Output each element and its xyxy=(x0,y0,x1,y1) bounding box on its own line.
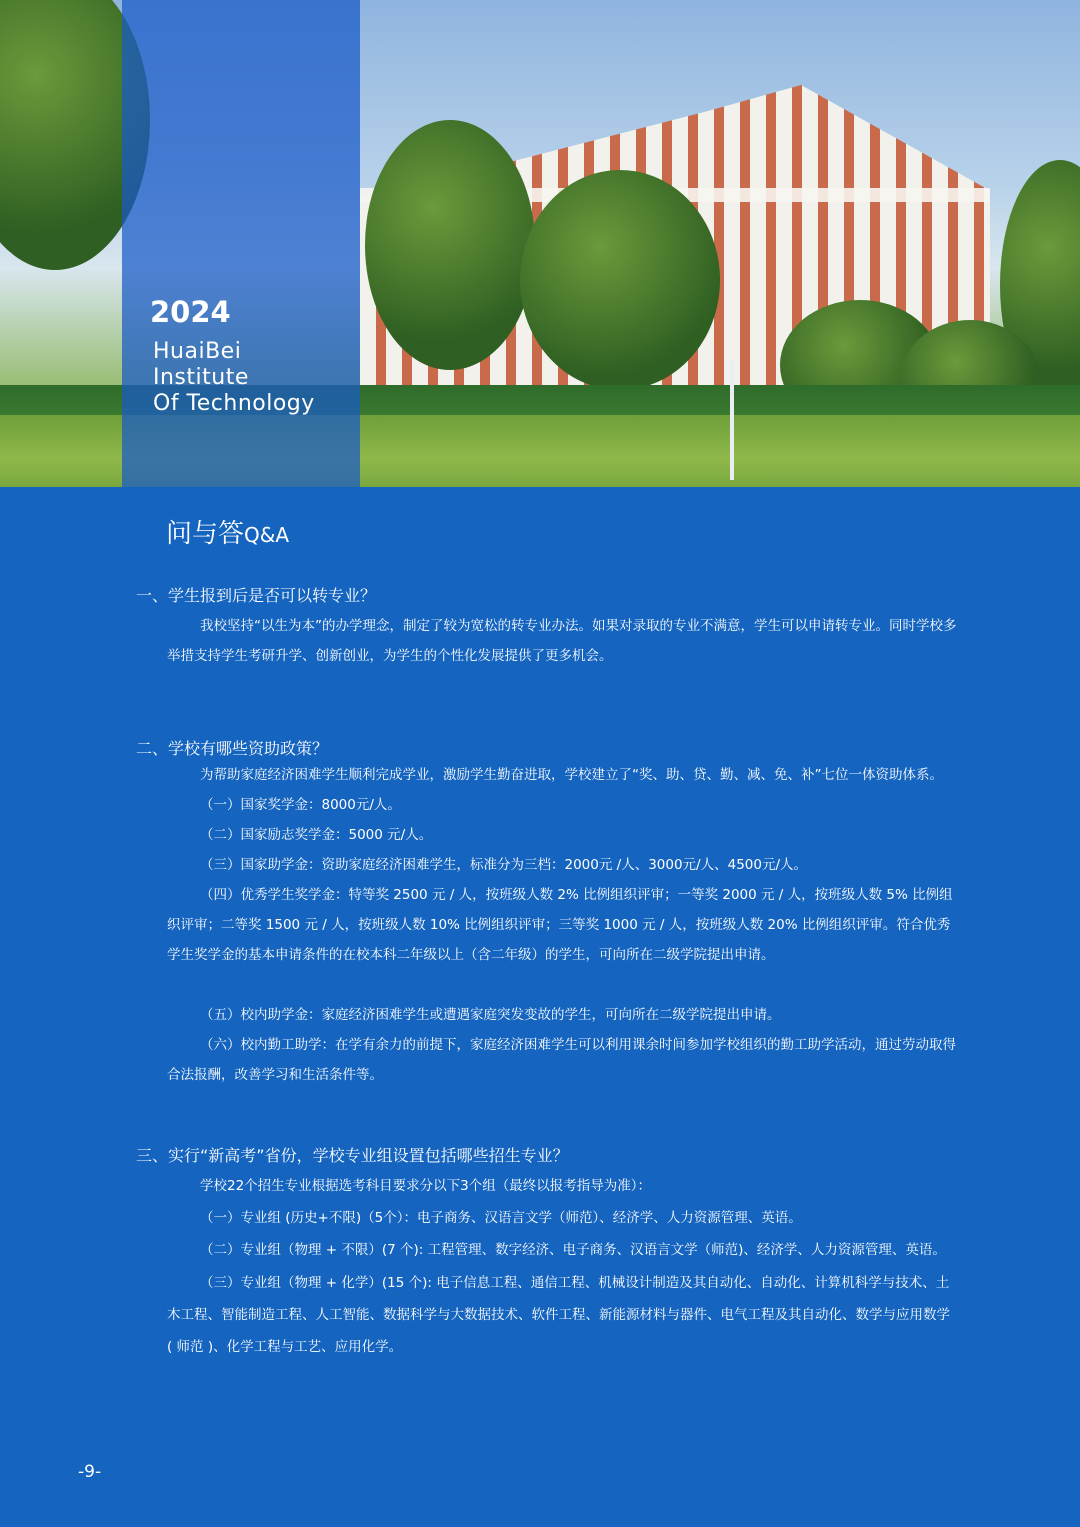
school-name-line-1: HuaiBei xyxy=(153,339,242,364)
page-number: -9- xyxy=(78,1462,102,1482)
school-name-line-2: Institute xyxy=(153,365,249,390)
answer-2-paragraph-5: （四）优秀学生奖学金：特等奖 2500 元 / 人，按班级人数 2% 比例组织评审；一等奖 2000 元 / 人，按班级人数 5% 比例组织评审；二等奖 1500 元 / 人，按班级人数 10% 比例组织评审；三等奖 1000 元 / 人，按班级人数 20% 比例组织评审。符合优秀学生奖学金的基本申请条件的在校本科二年级以上（含二年级）的学生，可向所在二级学院提出申请。 xyxy=(167,887,953,963)
answer-2-paragraph-1: 为帮助家庭经济困难学生顺利完成学业，激励学生勤奋进取，学校建立了“奖、助、贷、勤、减、免、补”七位一体资助体系。 xyxy=(200,767,943,783)
qa-heading-zh: 问与答 xyxy=(166,519,245,549)
qa-heading xyxy=(166,513,289,550)
answer-2-paragraph-6: （五）校内助学金：家庭经济困难学生或遭遇家庭突发变故的学生，可向所在二级学院提出申请。 xyxy=(200,1007,781,1023)
tree-center-2 xyxy=(520,170,720,390)
answer-2-paragraph-3: （二）国家励志奖学金：5000 元/人。 xyxy=(200,827,433,843)
school-name-panel xyxy=(122,0,360,487)
school-name-line-3: Of Technology xyxy=(153,391,315,416)
question-3: 三、实行“新高考”省份，学校专业组设置包括哪些招生专业？ xyxy=(136,1146,569,1165)
answer-2-paragraph-2: （一）国家奖学金：8000元/人。 xyxy=(200,797,401,813)
answer-3-paragraph-3: （二）专业组（物理 + 不限）(7 个): 工程管理、数字经济、电子商务、汉语言文学（师范)、经济学、人力资源管理、英语。 xyxy=(200,1242,946,1258)
answer-3-paragraph-4: （三）专业组（物理 + 化学）(15 个): 电子信息工程、通信工程、机械设计制造及其自动化、自动化、计算机科学与技术、土木工程、智能制造工程、人工智能、数据科学与大数据技术、软件工程、新能源材料与器件、电气工程及其自动化、数学与应用数学 ( 师范 )、化学工程与工艺、应用化学。 xyxy=(167,1275,950,1355)
answer-3-paragraph-2: （一）专业组 (历史+不限)（5个）：电子商务、汉语言文学（师范）、经济学、人力资源管理、英语。 xyxy=(200,1210,802,1226)
lamp-pole xyxy=(730,360,734,480)
school-name xyxy=(153,339,315,417)
answer-3-paragraph-1: 学校22个招生专业根据选考科目要求分以下3个组（最终以报考指导为准）： xyxy=(200,1178,652,1194)
tree-center xyxy=(365,120,535,370)
answer-2-paragraph-4: （三）国家助学金：资助家庭经济困难学生，标准分为三档：2000元 /人、3000元/人、4500元/人。 xyxy=(200,857,808,873)
question-2: 二、学校有哪些资助政策？ xyxy=(136,739,329,758)
answer-2-paragraph-7: （六）校内勤工助学：在学有余力的前提下，家庭经济困难学生可以利用课余时间参加学校组织的勤工助学活动，通过劳动取得合法报酬，改善学习和生活条件等。 xyxy=(167,1037,956,1083)
qa-heading-en: Q&A xyxy=(244,523,290,547)
question-1: 一、学生报到后是否可以转专业？ xyxy=(136,586,377,605)
year-label: 2024 xyxy=(150,295,231,329)
answer-1-paragraph-1: 我校坚持“以生为本”的办学理念，制定了较为宽松的转专业办法。如果对录取的专业不满意，学生可以申请转专业。同时学校多举措支持学生考研升学、创新创业，为学生的个性化发展提供了更多机会。 xyxy=(167,618,957,664)
